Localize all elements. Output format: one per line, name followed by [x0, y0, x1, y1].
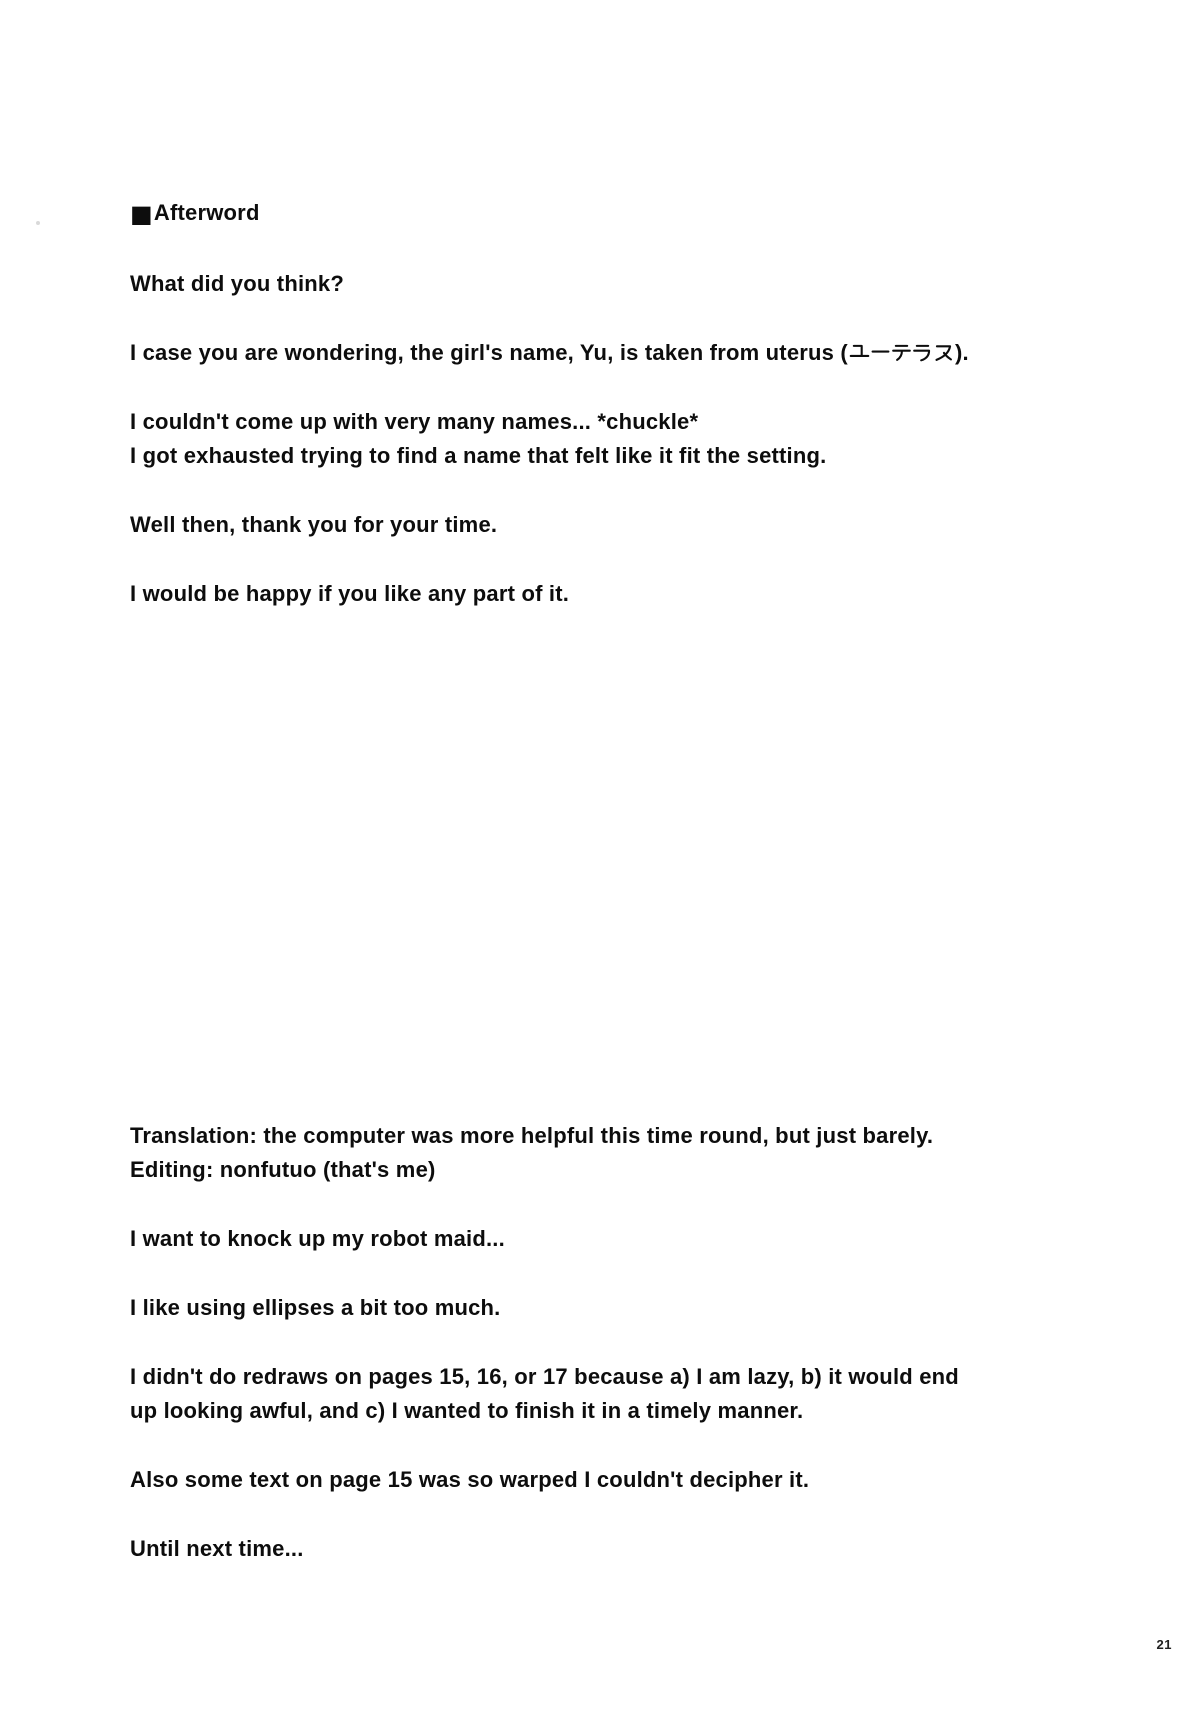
paragraph-credits	[130, 1119, 1140, 1187]
afterword-top-section	[130, 196, 1095, 646]
katakana-yuterasu-glyphs	[849, 341, 954, 363]
paragraph-line: I want to knock up my robot maid...	[130, 1226, 505, 1251]
katakana-te-icon	[891, 341, 912, 363]
katakana-ra-icon	[912, 341, 933, 363]
paragraph-line: Until next time...	[130, 1536, 304, 1561]
afterword-bottom-section	[130, 1119, 1140, 1601]
paragraph-line: Also some text on page 15 was so warped I couldn't decipher it.	[130, 1467, 810, 1492]
paragraph-ellipses	[130, 1291, 1140, 1325]
paragraph-line: What did you think?	[130, 271, 344, 296]
paragraph-happy	[130, 577, 1095, 611]
paragraph-line: I case you are wondering, the girl's name, Yu, is taken from uterus (	[130, 340, 848, 365]
page-title-text: Afterword	[153, 200, 260, 225]
paragraph-line: Translation: the computer was more helpful this time round, but just barely.	[130, 1123, 934, 1148]
paragraph-line: I didn't do redraws on pages 15, 16, or 17 because a) I am lazy, b) it would end	[130, 1364, 959, 1389]
paragraph-until-next-time	[130, 1532, 1140, 1566]
paragraph-what-did-you-think	[130, 267, 1095, 301]
paragraph-redraws	[130, 1360, 1140, 1428]
paragraph-name-origin	[130, 336, 1095, 370]
page-number: 21	[1156, 1637, 1172, 1652]
paragraph-line: Editing: nonfutuo (that's me)	[130, 1157, 436, 1182]
black-square-marker-icon: ■	[130, 200, 153, 228]
katakana-yu-icon	[849, 341, 870, 363]
paragraph-line: Well then, thank you for your time.	[130, 512, 498, 537]
paragraph-warped-text	[130, 1463, 1140, 1497]
paragraph-line: I like using ellipses a bit too much.	[130, 1295, 501, 1320]
paragraph-line: I couldn't come up with very many names... *chuckle*	[130, 409, 699, 434]
page-title	[130, 196, 1095, 231]
katakana-choonpu-icon	[870, 341, 891, 363]
paragraph-line: up looking awful, and c) I wanted to finish it in a timely manner.	[130, 1398, 804, 1423]
katakana-su-icon	[933, 341, 954, 363]
scan-artifact	[36, 221, 40, 225]
paragraph-robot-maid	[130, 1222, 1140, 1256]
paragraph-thanks	[130, 508, 1095, 542]
paragraph-line: ).	[954, 340, 969, 365]
paragraph-names-struggle	[130, 405, 1095, 473]
paragraph-line: I got exhausted trying to find a name that felt like it fit the setting.	[130, 443, 827, 468]
paragraph-line: I would be happy if you like any part of it.	[130, 581, 570, 606]
